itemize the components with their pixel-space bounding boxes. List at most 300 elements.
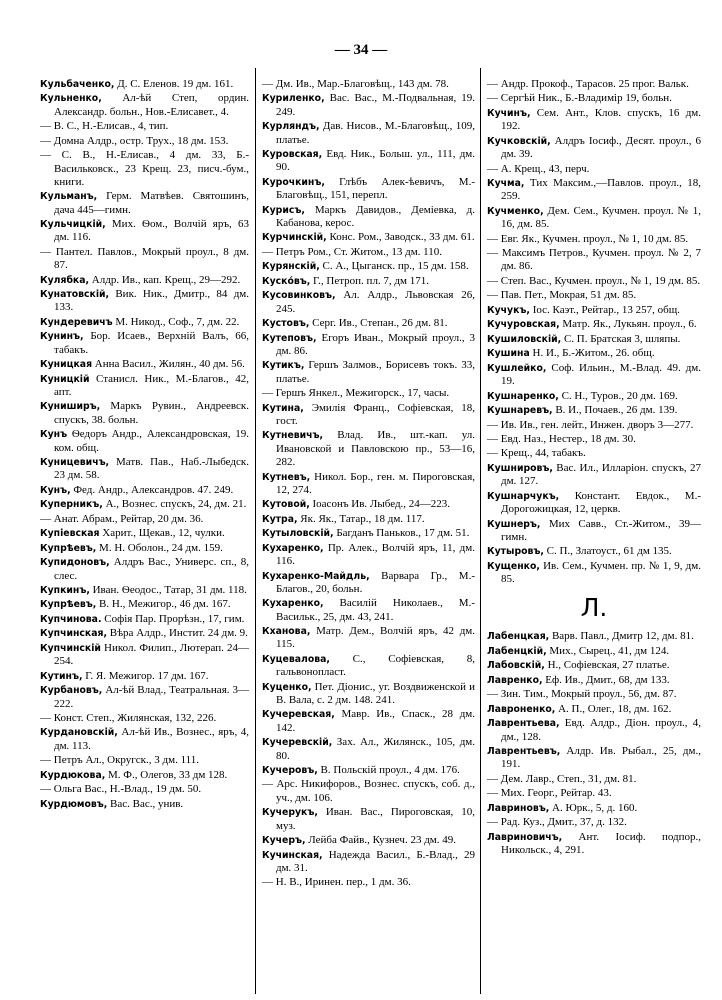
entry-surname: Курбановъ, xyxy=(40,685,103,697)
directory-entry xyxy=(487,659,701,672)
directory-entry xyxy=(40,484,249,497)
entry-surname: Кучеревская, xyxy=(262,709,335,721)
entry-details: Пет. Діонис., уг. Воздвиженской и В. Вала, с. 2 дм. 148. 241. xyxy=(276,680,475,706)
entry-surname: Кушлейко, xyxy=(487,362,547,374)
entry-details: Иван. Вас., Пироговская, 10, муз. xyxy=(276,806,475,832)
entry-surname: Купрѣевъ, xyxy=(40,599,97,611)
directory-entry xyxy=(40,584,249,597)
entry-surname: Кутинъ, xyxy=(40,670,83,682)
directory-entry xyxy=(40,400,249,427)
directory-entry xyxy=(262,260,475,273)
directory-entry xyxy=(40,670,249,683)
entry-details: Вик. Ник., Дмитр., 84 дм. 133. xyxy=(54,288,249,314)
directory-entry xyxy=(40,527,249,540)
entry-details: Вѣра Алдр., Инстит. 24 дм. 9. xyxy=(109,627,248,640)
entry-details: Василій Николаев., М.-Васильк., 25, дм. 43, 241. xyxy=(276,597,475,623)
directory-entry xyxy=(487,787,701,800)
directory-entry xyxy=(487,92,701,105)
entry-details: В. Польскій проул., 4 дм. 176. xyxy=(320,763,460,776)
entry-details: Эмилія Франц., Софіевская, 18, гост. xyxy=(276,401,475,427)
entry-details: — Анат. Абрам., Рейтар, 20 дм. 36. xyxy=(40,512,204,525)
entry-surname: Куниширъ, xyxy=(40,401,101,413)
entry-surname: Лавриновичъ, xyxy=(487,831,563,843)
entry-details: Алдръ Вас., Универс. сп., 8, слес. xyxy=(54,556,250,582)
entry-details: — Евд. Наз., Нестер., 18 дм. 30. xyxy=(487,432,636,445)
directory-entry xyxy=(262,849,475,876)
entry-details: Дем. Сем., Кучмен. проул. № 1, 16, дм. 85. xyxy=(501,204,702,231)
entry-surname: Кушина xyxy=(487,348,530,360)
directory-entry xyxy=(40,358,249,371)
directory-entry xyxy=(40,330,249,357)
entry-surname: Кутикъ, xyxy=(262,360,305,372)
entry-details: Егоръ Иван., Мокрый проул., 3 дм. 86. xyxy=(276,331,476,357)
directory-entry xyxy=(40,316,249,329)
entry-surname: Кушиловскій, xyxy=(487,333,562,345)
directory-entry xyxy=(262,653,475,680)
entry-details: — Гершъ Янкел., Межигорск., 17, часы. xyxy=(262,387,450,400)
directory-entry xyxy=(40,513,249,526)
directory-entry xyxy=(487,362,701,389)
directory-entry xyxy=(487,630,701,643)
entry-surname: Кусовинковъ, xyxy=(262,290,336,302)
entry-surname: Курдюкова, xyxy=(40,769,106,781)
entry-details: Иван. Ѳеодос., Татар, 31 дм. 118. xyxy=(92,584,247,596)
entry-surname: Куровская, xyxy=(262,149,323,161)
entry-surname: Купидоновъ, xyxy=(40,557,110,569)
entry-details: М. Никод., Соф., 7, дм. 22. xyxy=(115,315,240,328)
entry-surname: Кущенко, xyxy=(487,560,540,572)
entry-details: — С. В., Н.-Елисав., 4 дм. 33, Б.-Васильковск., 23 Крещ. 23, писч.-бум., книги. xyxy=(40,149,249,188)
directory-entry xyxy=(487,745,701,772)
directory-entry xyxy=(262,513,475,526)
directory-entry xyxy=(40,149,249,189)
entry-surname: Кутовой, xyxy=(262,499,310,511)
entry-surname: Купрѣевъ, xyxy=(40,542,97,554)
entry-details: Матр. Дем., Волчій яръ, 42 дм. 115. xyxy=(276,625,475,651)
entry-surname: Куриленко, xyxy=(262,93,325,105)
entry-details: Станисл. Ник., М.-Благов., 42, апт. xyxy=(54,372,249,398)
entry-details: Алдръ Іосиф., Десят. проул., 6 дм. 39. xyxy=(501,134,701,161)
entry-details: С. А., Цыганск. пр., 15 дм. 158. xyxy=(322,260,469,273)
entry-details: Надежда Васил., Б.-Влад., 29 дм. 31. xyxy=(276,848,476,874)
directory-entry xyxy=(487,703,701,716)
directory-entry xyxy=(262,570,475,597)
entry-surname: Кутыровъ, xyxy=(487,546,544,558)
entry-surname: Лавриновъ, xyxy=(487,802,550,814)
entry-details: — В. С., Н.-Елисав., 4, тип. xyxy=(40,120,169,133)
entry-surname: Курляндъ, xyxy=(262,121,320,133)
entry-details: — Сергѣй Ник., Б.-Владимір 19, больн. xyxy=(487,92,672,105)
entry-surname: Курдюмовъ, xyxy=(40,798,108,810)
entry-details: Іоасонъ Ив. Лыбед., 24—223. xyxy=(312,498,451,511)
entry-surname: Кунъ xyxy=(40,429,68,441)
entry-surname: Куско́въ, xyxy=(262,275,311,287)
entry-details: — Евг. Як., Кучмен. проул., № 1, 10 дм. 85. xyxy=(487,232,689,245)
directory-entry xyxy=(487,78,701,91)
entry-details: Мих. Ѳом., Волчій яръ, 63 дм. 116. xyxy=(54,218,249,244)
directory-column-3 xyxy=(487,78,701,994)
directory-entry xyxy=(40,246,249,273)
directory-entry xyxy=(487,177,701,204)
directory-entry xyxy=(487,318,701,331)
directory-entry xyxy=(487,107,701,134)
entry-surname: Кустовъ, xyxy=(262,318,310,330)
entry-details: Багданъ Паньков., 17 дм. 51. xyxy=(336,527,470,540)
entry-surname: Кунатовскій, xyxy=(40,289,110,301)
directory-entry xyxy=(40,135,249,148)
page-number: — 34 — xyxy=(334,42,388,58)
entry-details: Бор. Исаев., Верхній Валъ, 66, табакъ. xyxy=(54,330,250,356)
column-divider xyxy=(255,68,256,994)
directory-entry xyxy=(40,783,249,796)
entry-surname: Кучеръ, xyxy=(262,835,306,847)
entry-surname: Курдановскій, xyxy=(40,727,118,739)
directory-entry xyxy=(40,798,249,811)
entry-details: — Рад. Куз., Дмит., 37, д. 132. xyxy=(487,816,627,829)
entry-surname: Лаврентьева, xyxy=(487,718,560,730)
directory-entry xyxy=(262,498,475,511)
directory-entry xyxy=(262,527,475,540)
directory-entry xyxy=(262,778,475,805)
entry-details: — Петръ Ром., Ст. Житом., 13 дм. 110. xyxy=(262,245,443,258)
directory-entry xyxy=(40,190,249,217)
entry-surname: Кучеровъ, xyxy=(262,764,318,776)
entry-surname: Кульбаченко, xyxy=(40,79,115,90)
entry-details: — Мих. Георг., Рейтар. 43. xyxy=(487,787,612,800)
entry-details: Ал-ѣй Степ, ордин. Александр. больн., Нов.-Елисавет., 4. xyxy=(54,92,250,118)
directory-entry xyxy=(487,560,701,587)
directory-entry xyxy=(487,289,701,302)
entry-details: Вас. Ил., Илларіон. спускъ, 27 дм. 127. xyxy=(501,461,702,488)
directory-entry xyxy=(487,674,701,687)
directory-column-2 xyxy=(262,78,475,994)
entry-surname: Кучерукъ, xyxy=(262,807,318,819)
directory-entry xyxy=(40,456,249,483)
entry-surname: Кульчицкій, xyxy=(40,219,106,231)
entry-details: Г., Петроп. пл. 7, дм 171. xyxy=(313,274,429,287)
entry-surname: Курисъ, xyxy=(262,204,305,216)
entry-surname: Кушнеръ, xyxy=(487,518,541,530)
directory-entry xyxy=(487,390,701,403)
entry-details: Ант. Іосиф. подпор., Никольск., 4, 291. xyxy=(501,830,702,857)
entry-details: Никол. Бор., ген. м. Пироговская, 12, 274. xyxy=(276,470,476,496)
entry-details: — Пантел. Павлов., Мокрый проул., 8 дм. 87. xyxy=(40,245,249,272)
entry-surname: Кутра, xyxy=(262,513,298,525)
entry-details: А. Юрк., 5, д. 160. xyxy=(552,801,638,814)
entry-details: — Дем. Лавр., Степ., 31, дм. 81. xyxy=(487,772,637,785)
entry-surname: Купчинова. xyxy=(40,613,102,625)
entry-surname: Кулябка, xyxy=(40,274,90,286)
column-divider xyxy=(480,68,481,994)
entry-surname: Кульненко, xyxy=(40,93,102,105)
directory-entry xyxy=(40,754,249,767)
entry-details: — Андр. Прокоф., Тарасов. 25 прог. Вальк. xyxy=(487,78,689,90)
directory-entry xyxy=(487,831,701,858)
entry-surname: Кучукъ, xyxy=(487,304,530,316)
entry-details: — Дм. Ив., Мар.-Благовѣщ., 143 дм. 78. xyxy=(262,78,449,90)
entry-details: С. Н., Туров., 20 дм. 169. xyxy=(561,389,678,402)
entry-surname: Куницкій xyxy=(40,373,90,385)
directory-entry xyxy=(487,717,701,744)
directory-entry xyxy=(40,542,249,555)
entry-details: Мих Савв., Ст.-Житом., 39—гимн. xyxy=(501,517,702,543)
entry-surname: Кучуровская, xyxy=(487,319,560,331)
entry-details: Іос. Каэт., Рейтар., 13 257, общ. xyxy=(532,303,680,316)
directory-entry xyxy=(262,597,475,624)
directory-entry xyxy=(262,681,475,708)
directory-entry xyxy=(40,726,249,753)
entry-details: Ал-ѣй Ив., Вознес., яръ, 4, дм. 113. xyxy=(54,726,250,752)
directory-entry xyxy=(262,834,475,847)
directory-entry xyxy=(487,304,701,317)
entry-surname: Кучинская, xyxy=(262,849,323,861)
directory-entry xyxy=(487,404,701,417)
entry-details: Алдр. Ив., кап. Крещ., 29—292. xyxy=(91,273,241,286)
directory-entry xyxy=(262,275,475,288)
entry-surname: Кутыловскій, xyxy=(262,528,334,540)
directory-entry xyxy=(487,688,701,701)
directory-entry xyxy=(262,289,475,316)
entry-surname: Курчинскій, xyxy=(262,232,327,244)
entry-details: — Степ. Вас., Кучмен. проул., № 1, 19 дм. 85. xyxy=(487,274,701,287)
entry-surname: Купіевская xyxy=(40,528,100,540)
entry-details: А. П., Олег., 18, дм. 162. xyxy=(558,702,672,715)
entry-details: Гершъ Залмов., Борисевъ токъ. 33, платье. xyxy=(276,359,475,385)
entry-details: Еф. Ив., Дмит., 68, дм 133. xyxy=(545,673,670,686)
directory-entry xyxy=(487,816,701,829)
entry-details: Як. Як., Татар., 18 дм. 117. xyxy=(300,512,425,525)
directory-entry xyxy=(262,317,475,330)
entry-details: — Ив. Ив., ген. лейт., Инжен. дворъ 3—277. xyxy=(487,418,694,431)
entry-surname: Куницкая xyxy=(40,359,93,371)
entry-surname: Лавренко, xyxy=(487,674,543,686)
entry-details: Маркъ Рувин., Андреевск. спускъ, 38. больн. xyxy=(54,400,249,426)
directory-entry xyxy=(262,148,475,175)
entry-surname: Кутина, xyxy=(262,402,304,414)
directory-entry xyxy=(40,556,249,583)
entry-surname: Куперникъ, xyxy=(40,499,103,511)
directory-entry xyxy=(487,490,701,517)
entry-details: Софія Пар. Прорѣзн., 17, гим. xyxy=(104,612,245,625)
directory-entry xyxy=(487,247,701,274)
entry-details: Фед. Андр., Александров. 47. 249. xyxy=(73,483,234,496)
entry-surname: Кушнаренко, xyxy=(487,390,559,402)
entry-surname: Кучковскій, xyxy=(487,135,551,147)
directory-entry xyxy=(40,712,249,725)
entry-details: Ал. Алдр., Львовская 26, 245. xyxy=(276,289,475,315)
entry-details: Мавр. Ив., Спаск., 28 дм. 142. xyxy=(276,708,476,734)
entry-details: Г. Я. Межигор. 17 дм. 167. xyxy=(85,669,209,682)
directory-entry xyxy=(262,625,475,652)
directory-column-1 xyxy=(40,78,249,994)
entry-details: Вас. Вас., М.-Подвальная, 19. 249. xyxy=(276,92,476,118)
entry-details: Констант. Евдок., М.-Дорогожицкая, 12, церкв. xyxy=(501,489,702,516)
directory-entry xyxy=(40,120,249,133)
directory-entry xyxy=(262,708,475,735)
entry-surname: Кунинъ, xyxy=(40,331,84,343)
entry-details: Мих., Сырец., 41, дм 124. xyxy=(549,644,670,657)
directory-entry xyxy=(40,92,249,119)
directory-entry xyxy=(40,627,249,640)
directory-entry xyxy=(487,233,701,246)
entry-details: С. П. Братская 3, шляпы. xyxy=(563,332,681,345)
entry-details: — Конст. Степ., Жилянская, 132, 226. xyxy=(40,711,217,724)
entry-surname: Купчинскій xyxy=(40,642,101,654)
entry-details: А., Вознес. спускъ, 24, дм. 21. xyxy=(105,498,247,511)
entry-details: Влад. Ив., шт.-кап. ул. Ивановской и Павловскою пр., 53—16, 282. xyxy=(276,429,475,469)
entry-surname: Кучинъ, xyxy=(487,107,531,119)
directory-entry xyxy=(487,163,701,176)
entry-details: Конс. Ром., Заводск., 33 дм. 61. xyxy=(329,231,475,244)
entry-surname: Кучма, xyxy=(487,178,525,190)
entry-surname: Лавроненко, xyxy=(487,703,556,715)
entry-details: Никол. Филип., Лютерап. 24—254. xyxy=(54,641,249,668)
entry-details: Соф. Ильин., М.-Влад. 49. дм. 19. xyxy=(501,361,702,388)
entry-surname: Лабенцкая, xyxy=(487,631,550,643)
entry-surname: Кучменко, xyxy=(487,205,544,217)
entry-details: — Домна Алдр., остр. Трух., 18 дм. 153. xyxy=(40,134,229,147)
directory-entry xyxy=(262,204,475,231)
entry-surname: Кутневичъ, xyxy=(262,430,324,442)
directory-entry xyxy=(40,218,249,245)
entry-details: Сем. Ант., Клов. спускъ, 16 дм. 192. xyxy=(501,106,702,133)
section-letter-heading: Л. xyxy=(580,593,608,623)
entry-details: Дав. Нисов., М.-Благовѣщ., 109, платье. xyxy=(276,120,475,146)
directory-entry xyxy=(262,387,475,400)
directory-entry xyxy=(40,428,249,455)
entry-details: Пр. Алек., Волчій яръ, 11, дм. 116. xyxy=(276,541,475,568)
entry-surname: Купчинская, xyxy=(40,628,107,640)
directory-entry xyxy=(262,176,475,203)
entry-details: С. П., Златоуст., 61 дм 135. xyxy=(546,545,672,558)
entry-surname: Кучеревскій, xyxy=(262,737,333,749)
entry-details: Матр. Як., Лукьян. проул., 6. xyxy=(562,318,697,331)
entry-details: — Н. В., Иринен. пер., 1 дм. 36. xyxy=(262,876,411,889)
entry-details: Матв. Пав., Наб.-Лыбедск. 23 дм. 58. xyxy=(54,456,249,482)
directory-entry xyxy=(487,205,701,232)
directory-entry xyxy=(262,876,475,889)
entry-details: Ив. Сем., Кучмен. пр. № 1, 9, дм. 85. xyxy=(501,559,701,586)
entry-surname: Кухаренко, xyxy=(262,542,324,554)
entry-surname: Кутеповъ, xyxy=(262,332,317,344)
directory-entry xyxy=(262,806,475,833)
entry-details: Маркъ Давидов., Деміевка, д. Кабанова, керос. xyxy=(276,203,475,229)
directory-entry xyxy=(487,545,701,558)
entry-details: Анна Васил., Жилян., 40 дм. 56. xyxy=(94,358,245,371)
entry-details: Лейба Файв., Кузнеч. 23 дм. 49. xyxy=(308,834,457,847)
entry-details: Ал-ѣй Влад., Театральная. 3—222. xyxy=(54,684,250,710)
directory-entry xyxy=(487,773,701,786)
entry-details: — Зин. Тим., Мокрый проул., 56, дм. 87. xyxy=(487,688,677,701)
directory-entry xyxy=(40,769,249,782)
directory-entry xyxy=(262,231,475,244)
directory-entry xyxy=(487,347,701,360)
directory-entry xyxy=(487,462,701,489)
directory-entry xyxy=(487,135,701,162)
entry-details: — Арс. Никифоров., Вознес. спускъ, соб. д., уч., дм. 106. xyxy=(262,778,475,804)
entry-surname: Куницевичъ, xyxy=(40,457,110,469)
entry-details: Ѳедоръ Андр., Александровская, 19. ком. общ. xyxy=(54,428,249,454)
directory-entry xyxy=(487,433,701,446)
entry-surname: Лаврентьевъ, xyxy=(487,746,561,758)
entry-details: — Ольга Вас., Н.-Влад., 19 дм. 50. xyxy=(40,783,202,796)
entry-details: — Пав. Пет., Мокрая, 51 дм. 85. xyxy=(487,289,637,302)
directory-entry xyxy=(40,642,249,669)
directory-entry xyxy=(262,92,475,119)
directory-entry xyxy=(40,598,249,611)
entry-details: Евд. Алдр., Діон. проул., 4, дм., 128. xyxy=(501,717,702,743)
entry-surname: Куцевалова, xyxy=(262,653,330,665)
entry-details: Д. С. Еленов. 19 дм. 161. xyxy=(117,78,234,90)
directory-entry xyxy=(262,429,475,469)
entry-surname: Лабенцкій, xyxy=(487,645,547,657)
directory-entry xyxy=(40,78,249,91)
directory-entry xyxy=(262,78,475,91)
directory-entry xyxy=(262,402,475,429)
directory-entry xyxy=(487,333,701,346)
entry-surname: Лабовскій, xyxy=(487,660,545,672)
entry-details: Зах. Ал., Жилянск., 105, дм. 80. xyxy=(276,736,475,762)
directory-entry xyxy=(40,373,249,400)
directory-entry xyxy=(262,542,475,569)
entry-details: Евд. Ник., Больш. ул., 111, дм. 90. xyxy=(276,148,475,174)
directory-entry xyxy=(262,359,475,386)
directory-entry xyxy=(487,802,701,815)
entry-surname: Кунъ, xyxy=(40,484,71,496)
entry-surname: Куценко, xyxy=(262,681,312,693)
entry-details: Глѣбъ Алек-ѣевичъ, М.-Благовѣщ., 151, перепл. xyxy=(276,175,475,202)
directory-entry xyxy=(487,447,701,460)
entry-details: Харит., Щекав., 12, чулки. xyxy=(102,527,225,540)
directory-entry xyxy=(262,120,475,147)
entry-surname: Кушнаревъ, xyxy=(487,405,553,417)
directory-entry xyxy=(40,613,249,626)
entry-details: — Крещ., 44, табакъ. xyxy=(487,447,586,460)
directory-entry xyxy=(40,274,249,287)
entry-details: М. Ф., Олегов, 33 дм 128. xyxy=(108,768,228,781)
entry-details: Серг. Ив., Степан., 26 дм. 81. xyxy=(312,317,448,330)
directory-entry xyxy=(262,246,475,259)
directory-entry xyxy=(40,684,249,711)
entry-details: — Петръ Ал., Округск., 3 дм. 111. xyxy=(40,754,200,767)
entry-details: Варвара Гр., М.-Благов., 20, больн. xyxy=(276,569,475,595)
entry-details: Варв. Павл., Дмитр 12, дм. 81. xyxy=(551,630,694,643)
entry-details: С., Софіевская, 8, гальвонопласт. xyxy=(276,652,476,679)
entry-surname: Купкинъ, xyxy=(40,585,90,596)
entry-surname: Кушнарчукъ, xyxy=(487,490,560,502)
entry-details: Герм. Матвѣев. Святошинъ, дача 445—гимн. xyxy=(54,190,249,216)
directory-entry xyxy=(487,645,701,658)
entry-surname: Кульманъ, xyxy=(40,191,98,203)
entry-surname: Курянскій, xyxy=(262,261,320,273)
directory-entry xyxy=(487,518,701,545)
entry-details: Н., Софіевская, 27 платье. xyxy=(547,659,670,672)
entry-details: В. И., Почаев., 26 дм. 139. xyxy=(555,404,678,417)
entry-surname: Кухаренко, xyxy=(262,598,324,610)
directory-entry xyxy=(40,288,249,315)
directory-entry xyxy=(262,332,475,359)
entry-details: В. Н., Межигор., 46 дм. 167. xyxy=(99,598,231,611)
directory-entry xyxy=(262,471,475,498)
directory-entry xyxy=(262,764,475,777)
entry-surname: Кушнировъ, xyxy=(487,462,553,474)
entry-details: Вас. Вас., унив. xyxy=(110,797,184,810)
entry-surname: Кутневъ, xyxy=(262,471,311,483)
directory-entry xyxy=(487,275,701,288)
entry-details: — Максимъ Петров., Кучмен. проул. № 2, 7 дм. 86. xyxy=(487,247,701,273)
entry-details: М. Н. Оболон., 24 дм. 159. xyxy=(99,541,223,554)
directory-entry xyxy=(487,419,701,432)
